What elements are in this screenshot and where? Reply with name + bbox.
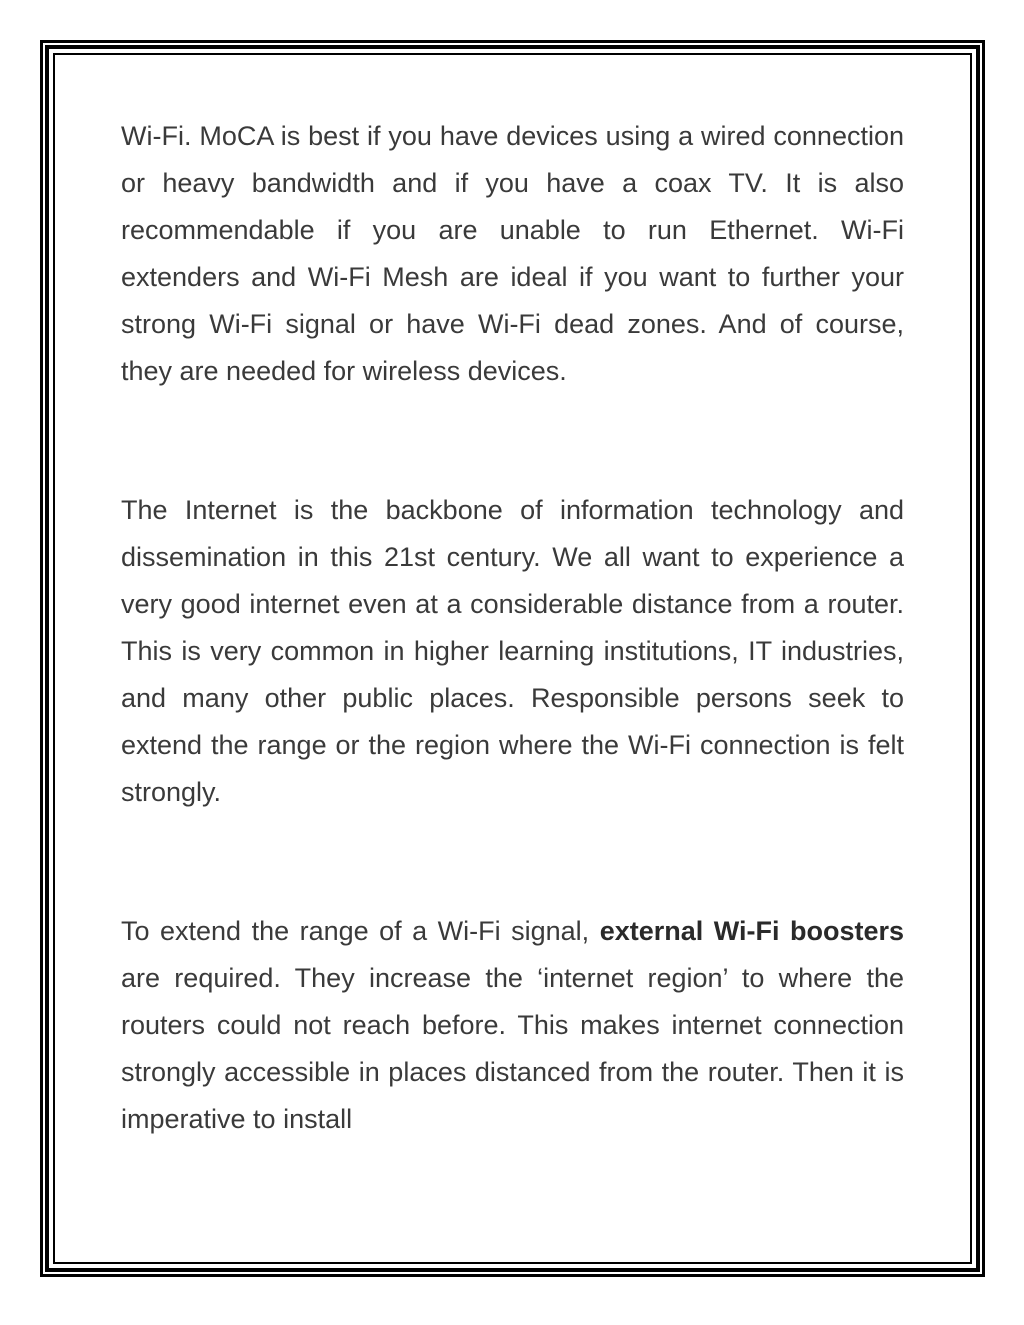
paragraph-rest-text: are required. They increase the ‘internet region’ to where the routers could not reach before. This makes internet connection strongly accessible in places distanced from the router. Then it is imperative to install — [121, 963, 904, 1134]
paragraph-extend-range — [121, 908, 904, 1143]
paragraph-internet: The Internet is the backbone of information technology and dissemination in this 21st century. We all want to experience a very good internet even at a considerable distance from a router. This is very common in higher learning institutions, IT industries, and many other public places. Responsible persons seek to extend the range or the region where the Wi-Fi connection is felt strongly. — [121, 495, 904, 807]
document-body — [121, 113, 904, 1143]
paragraph-lead-text: To extend the range of a Wi-Fi signal, — [121, 916, 600, 946]
paragraph-moca: Wi-Fi. MoCA is best if you have devices using a wired connection or heavy bandwidth and if you have a coax TV. It is also recommendable if you are unable to run Ethernet. Wi-Fi extenders and Wi-Fi Mesh are ideal if you want to further your strong Wi-Fi signal or have Wi-Fi dead zones. And of course, they are needed for wireless devices. — [121, 121, 904, 386]
bold-term-external-wifi-boosters: external Wi-Fi boosters — [599, 916, 904, 946]
